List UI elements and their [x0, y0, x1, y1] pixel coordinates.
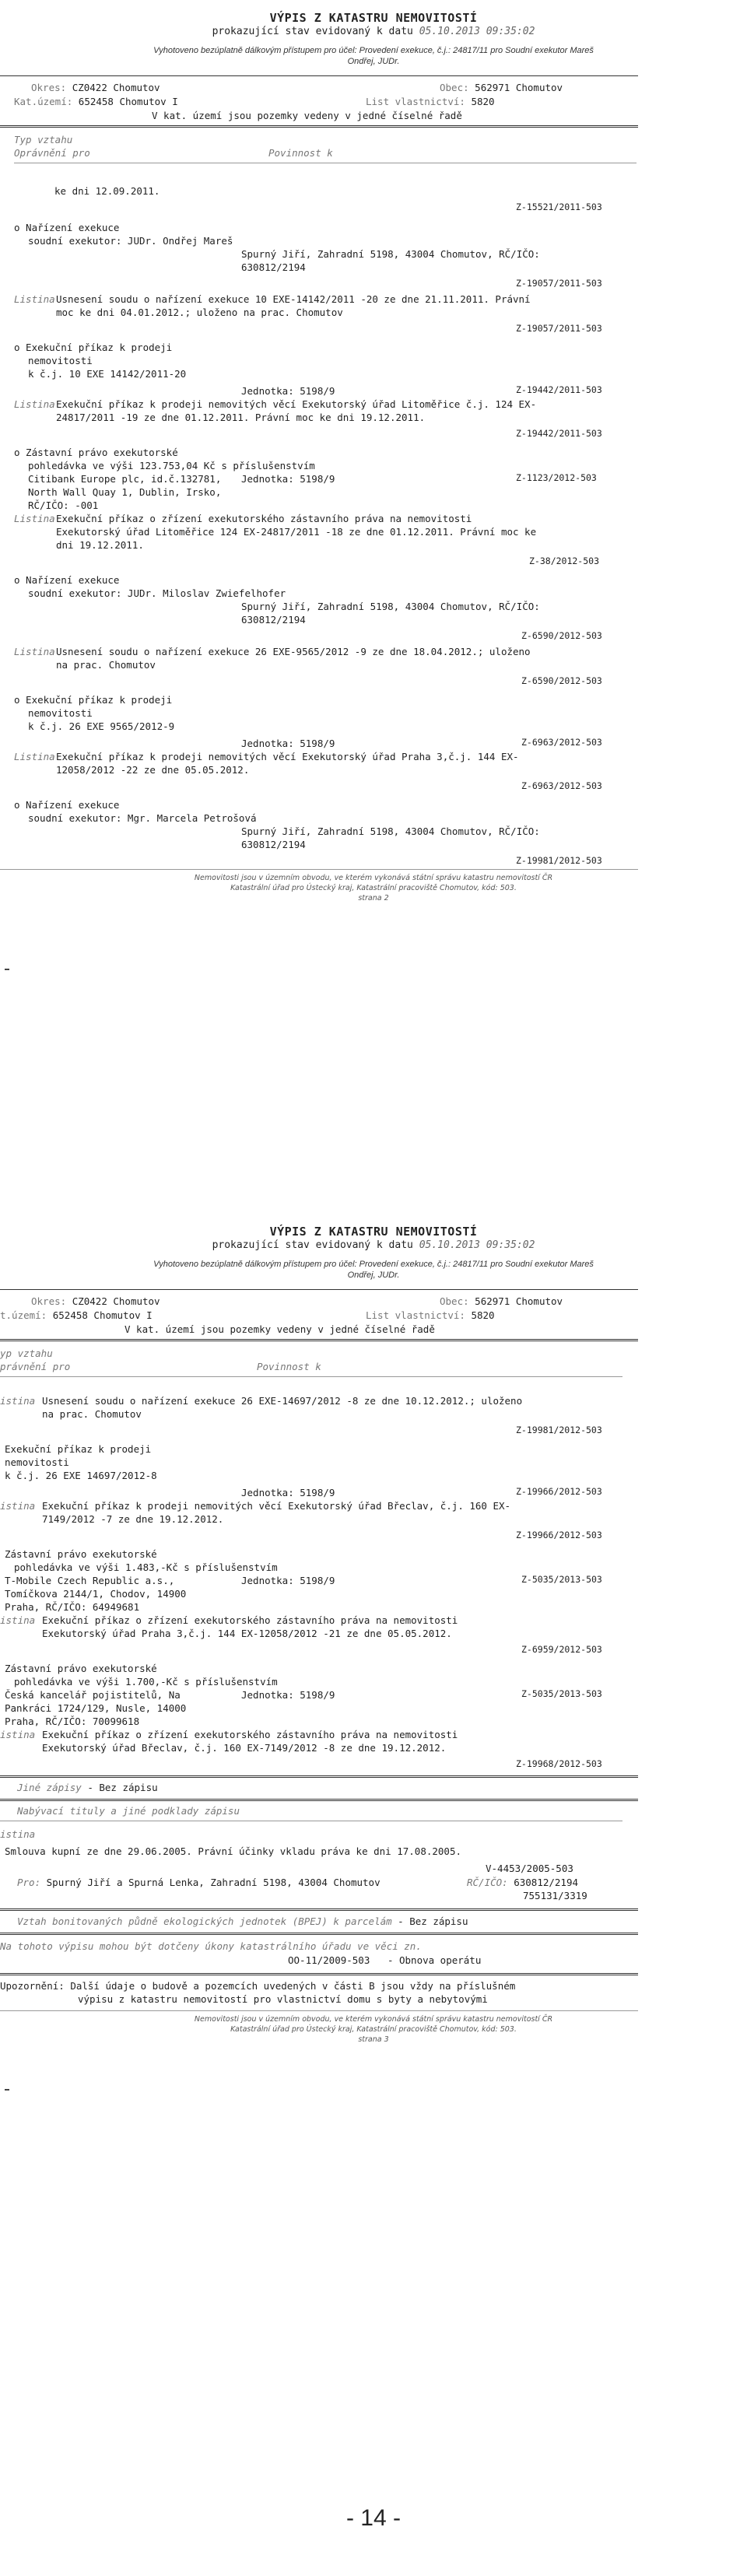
- okres-row: Okres: CZ0422 Chomutov: [31, 1295, 160, 1307]
- entry-line: Usnesení soudu o nařízení exekuce 10 EXE-14142/2011 -20 ze dne 21.11.2011. Právní: [56, 293, 531, 305]
- entry-line: Spurný Jiří, Zahradní 5198, 43004 Chomutov, RČ/IČO:: [241, 825, 540, 837]
- reference-number: Z-5035/2013-503: [521, 1574, 602, 1585]
- entry-line: ke dni 12.09.2011.: [54, 185, 160, 197]
- obec-row: Obec: 562971 Chomutov: [440, 82, 563, 93]
- entry-line: moc ke dni 04.01.2012.; uloženo na prac. Chomutov: [56, 307, 343, 318]
- reference-number: Z-19442/2011-503: [516, 428, 602, 439]
- entry-line: soudní exekutor: JUDr. Ondřej Mareš: [28, 235, 233, 247]
- typ-vztahu: yp vztahu: [0, 1348, 53, 1359]
- rcico-row: RČ/IČO: 630812/2194: [467, 1877, 579, 1888]
- reference-number: Z-6963/2012-503: [521, 737, 602, 748]
- entry-line: k č.j. 26 EXE 9565/2012-9: [28, 720, 175, 732]
- listina-label: istina: [0, 1500, 36, 1512]
- divider: [0, 1339, 638, 1341]
- listina-label: Listina: [14, 513, 55, 524]
- page-footer: Nemovitosti jsou v územním obvodu, ve kterém vykonává státní správu katastru nemovitostí ČR Katastrální úřad pro Ústecký kraj, Katastrální pracoviště Chomutov, kód: 503. strana 3: [194, 2015, 553, 2044]
- entry-line: Exekuční příkaz k prodeji nemovitých věcí Exekutorský úřad Břeclav, č.j. 160 EX-: [42, 1500, 511, 1512]
- reference-number: Z-15521/2011-503: [516, 202, 602, 212]
- reference-number: Z-6959/2012-503: [521, 1644, 602, 1655]
- listina-label: istina: [0, 1395, 36, 1407]
- nabyvaci-tituly: Nabývací tituly a jiné podklady zápisu: [17, 1805, 240, 1817]
- entry-line: o Nařízení exekuce: [14, 222, 120, 233]
- entry-line: Citibank Europe plc, id.č.132781,: [28, 473, 222, 485]
- entry-line: Exekutorský úřad Břeclav, č.j. 160 EX-7149/2012 -8 ze dne 19.12.2012.: [42, 1742, 447, 1754]
- jine-zapisy: Jiné zápisy - Bez zápisu: [17, 1782, 158, 1793]
- divider: [0, 1289, 638, 1290]
- obec-row: Obec: 562971 Chomutov: [440, 1295, 563, 1307]
- entry-line: 12058/2012 -22 ze dne 05.05.2012.: [56, 764, 250, 776]
- typ-vztahu: Typ vztahu: [14, 134, 73, 145]
- document-page-2: [0, 1214, 747, 2334]
- entry-line: Zástavní právo exekutorské: [5, 1663, 157, 1674]
- kat-uzemi-row: t.území: 652458 Chomutov I: [0, 1309, 153, 1321]
- reference-number: Z-19981/2012-503: [516, 1425, 602, 1435]
- reference-number: Z-6590/2012-503: [521, 675, 602, 686]
- reference-number: Z-5035/2013-503: [521, 1688, 602, 1699]
- entry-line: k č.j. 26 EXE 14697/2012-8: [5, 1470, 157, 1481]
- entry-line: Exekuční příkaz o zřízení exekutorského zástavního práva na nemovitosti: [42, 1729, 458, 1740]
- entry-line: Exekuční příkaz k prodeji nemovitých věcí Exekutorský úřad Litoměřice č.j. 124 EX-: [56, 398, 537, 410]
- entry-line: na prac. Chomutov: [42, 1408, 142, 1420]
- reference-number: Z-19442/2011-503: [516, 384, 602, 395]
- entry-line: Exekuční příkaz k prodeji: [5, 1443, 152, 1455]
- entry-line: Jednotka: 5198/9: [241, 385, 335, 397]
- legal-note: Vyhotoveno bezúplatně dálkovým přístupem pro účel: Provedení exekuce, č.j.: 24817/11 pro Soudní exekutor Mareš Ondřej, JUDr.: [153, 1260, 594, 1280]
- reference-number: Z-19981/2012-503: [516, 855, 602, 866]
- entry-line: Exekuční příkaz o zřízení exekutorského zástavního práva na nemovitosti: [56, 513, 472, 524]
- entry-line: North Wall Quay 1, Dublin, Irsko,: [28, 486, 222, 498]
- divider: [0, 125, 638, 128]
- entry-line: 630812/2194: [241, 614, 306, 626]
- entry-line: Jednotka: 5198/9: [241, 1689, 335, 1701]
- divider: [0, 75, 638, 76]
- entry-line: 7149/2012 -7 ze dne 19.12.2012.: [42, 1513, 224, 1525]
- listina-label: istina: [0, 1729, 36, 1740]
- divider: [0, 1376, 622, 1377]
- listina-label: istina: [0, 1614, 36, 1626]
- entry-line: Usnesení soudu o nařízení exekuce 26 EXE-9565/2012 -9 ze dne 18.04.2012.; uloženo: [56, 646, 531, 657]
- entry-line: Jednotka: 5198/9: [241, 1575, 335, 1586]
- reference-number: Z-19966/2012-503: [516, 1530, 602, 1540]
- page-title: VÝPIS Z KATASTRU NEMOVITOSTÍ: [269, 1225, 478, 1239]
- entry-line: o Zástavní právo exekutorské: [14, 447, 178, 458]
- listina-label: Listina: [14, 751, 55, 762]
- dotceno-row: Na tohoto výpisu mohou být dotčeny úkony katastrálního úřadu ve věci zn.: [0, 1940, 422, 1952]
- entry-line: 630812/2194: [241, 261, 306, 273]
- entry-line: Zástavní právo exekutorské: [5, 1548, 157, 1560]
- entry-line: dni 19.12.2011.: [56, 539, 144, 551]
- entry-line: soudní exekutor: JUDr. Miloslav Zwiefelhofer: [28, 587, 286, 599]
- document-page-1: [0, 0, 747, 965]
- list-vlastnictvi-row: List vlastnictví: 5820: [366, 96, 495, 107]
- entry-line: Česká kancelář pojistitelů, Na: [5, 1689, 181, 1701]
- entry-line: Jednotka: 5198/9: [241, 473, 335, 485]
- entry-line: Praha, RČ/IČO: 64949681: [5, 1601, 140, 1613]
- listina-label: Listina: [14, 398, 55, 410]
- entry-line: nemovitosti: [5, 1456, 69, 1468]
- page-footer: Nemovitosti jsou v územním obvodu, ve kterém vykonává státní správu katastru nemovitostí ČR Katastrální úřad pro Ústecký kraj, Katastrální pracoviště Chomutov, kód: 503. strana 2: [194, 874, 553, 902]
- povinnost-k: Povinnost k: [257, 1361, 321, 1372]
- entry-line: Jednotka: 5198/9: [241, 738, 335, 749]
- okres-row: Okres: CZ0422 Chomutov: [31, 82, 160, 93]
- smlouva-kupni: Smlouva kupní ze dne 29.06.2005. Právní účinky vkladu práva ke dni 17.08.2005.: [5, 1845, 461, 1857]
- entry-line: na prac. Chomutov: [56, 659, 156, 671]
- reference-number: Z-38/2012-503: [529, 556, 600, 566]
- entry-line: Exekutorský úřad Praha 3,č.j. 144 EX-12058/2012 -21 ze dne 05.05.2012.: [42, 1628, 452, 1639]
- page-number: - 14 -: [345, 2505, 402, 2531]
- reference-number: Z-1123/2012-503: [516, 472, 597, 483]
- entry-line: soudní exekutor: Mgr. Marcela Petrošová: [28, 812, 257, 824]
- separator-mark: [5, 969, 9, 970]
- entry-line: RČ/IČO: -001: [28, 499, 99, 511]
- entry-line: Pankráci 1724/129, Nusle, 14000: [5, 1702, 187, 1714]
- page-subtitle: prokazující stav evidovaný k datu 05.10.2013 09:35:02: [212, 1239, 535, 1251]
- entry-line: Jednotka: 5198/9: [241, 1487, 335, 1498]
- reference-number: Z-19057/2011-503: [516, 278, 602, 289]
- entry-line: o Nařízení exekuce: [14, 799, 120, 811]
- divider: [0, 2010, 638, 2011]
- legal-note: Vyhotoveno bezúplatně dálkovým přístupem pro účel: Provedení exekuce, č.j.: 24817/11 pro Soudní exekutor Mareš Ondřej, JUDr.: [153, 46, 594, 66]
- divider: [0, 1775, 638, 1778]
- rcico-2: 755131/3319: [523, 1890, 587, 1901]
- entry-line: pohledávka ve výši 1.700,-Kč s příslušenstvím: [14, 1676, 278, 1688]
- listina-label: Listina: [14, 646, 55, 657]
- entry-line: Tomíčkova 2144/1, Chodov, 14900: [5, 1588, 187, 1600]
- reference-number: Z-19966/2012-503: [516, 1486, 602, 1497]
- separator-mark: [5, 2089, 9, 2091]
- list-vlastnictvi-row: List vlastnictví: 5820: [366, 1309, 495, 1321]
- entry-line: Spurný Jiří, Zahradní 5198, 43004 Chomutov, RČ/IČO:: [241, 248, 540, 260]
- reference-number: Z-19968/2012-503: [516, 1758, 602, 1769]
- entry-line: 630812/2194: [241, 839, 306, 850]
- entry-line: Exekutorský úřad Litoměřice 124 EX-24817/2011 -18 ze dne 01.12.2011. Právní moc ke: [56, 526, 537, 538]
- reference-number: Z-6963/2012-503: [521, 780, 602, 791]
- page-title: VÝPIS Z KATASTRU NEMOVITOSTÍ: [269, 11, 478, 25]
- smlouva-ref: V-4453/2005-503: [486, 1863, 573, 1874]
- entry-line: Praha, RČ/IČO: 70099618: [5, 1716, 140, 1727]
- bpej-row: Vztah bonitovaných půdně ekologických jednotek (BPEJ) k parcelám - Bez zápisu: [17, 1915, 468, 1927]
- upozorneni-row: Upozornění: Další údaje o budově a pozemcích uvedených v části B jsou vždy na příslušném: [0, 1980, 516, 1992]
- upozorneni-row-2: výpisu z katastru nemovitostí pro vlastnictví domu s byty a nebytovými: [78, 1993, 488, 2005]
- entry-line: o Nařízení exekuce: [14, 574, 120, 586]
- entry-line: Exekuční příkaz k prodeji nemovitých věcí Exekutorský úřad Praha 3,č.j. 144 EX-: [56, 751, 519, 762]
- divider: [0, 1908, 638, 1911]
- entry-line: Spurný Jiří, Zahradní 5198, 43004 Chomutov, RČ/IČO:: [241, 601, 540, 612]
- opravneni-pro: právnění pro: [0, 1361, 71, 1372]
- divider: [0, 1973, 638, 1975]
- entry-line: nemovitosti: [28, 355, 93, 366]
- dotceno-ref: OO-11/2009-503 - Obnova operátu: [288, 1954, 482, 1966]
- kat-note: V kat. území jsou pozemky vedeny v jedné číselné řadě: [124, 1323, 435, 1335]
- entry-line: Usnesení soudu o nařízení exekuce 26 EXE-14697/2012 -8 ze dne 10.12.2012.; uloženo: [42, 1395, 523, 1407]
- entry-line: pohledávka ve výši 123.753,04 Kč s příslušenstvím: [28, 460, 315, 471]
- divider: [0, 1933, 638, 1935]
- entry-line: 24817/2011 -19 ze dne 01.12.2011. Právní moc ke dni 19.12.2011.: [56, 412, 426, 423]
- reference-number: Z-6590/2012-503: [521, 630, 602, 641]
- entry-line: o Exekuční příkaz k prodeji: [14, 342, 173, 353]
- page-subtitle: prokazující stav evidovaný k datu 05.10.2013 09:35:02: [212, 26, 535, 37]
- kat-uzemi-row: Kat.území: 652458 Chomutov I: [14, 96, 178, 107]
- entry-line: o Exekuční příkaz k prodeji: [14, 694, 173, 706]
- opravneni-pro: Oprávnění pro: [14, 147, 90, 159]
- entry-line: T-Mobile Czech Republic a.s.,: [5, 1575, 175, 1586]
- povinnost-k: Povinnost k: [268, 147, 333, 159]
- entry-line: nemovitosti: [28, 707, 93, 719]
- listina-label: istina: [0, 1828, 36, 1840]
- entry-line: Exekuční příkaz o zřízení exekutorského zástavního práva na nemovitosti: [42, 1614, 458, 1626]
- entry-line: k č.j. 10 EXE 14142/2011-20: [28, 368, 187, 380]
- reference-number: Z-19057/2011-503: [516, 323, 602, 334]
- divider: [0, 869, 638, 870]
- pro-row: Pro: Spurný Jiří a Spurná Lenka, Zahradní 5198, 43004 Chomutov: [17, 1877, 381, 1888]
- kat-note: V kat. území jsou pozemky vedeny v jedné číselné řadě: [152, 110, 462, 121]
- entry-line: pohledávka ve výši 1.483,-Kč s příslušenstvím: [14, 1561, 278, 1573]
- divider: [0, 1799, 638, 1801]
- listina-label: Listina: [14, 293, 55, 305]
